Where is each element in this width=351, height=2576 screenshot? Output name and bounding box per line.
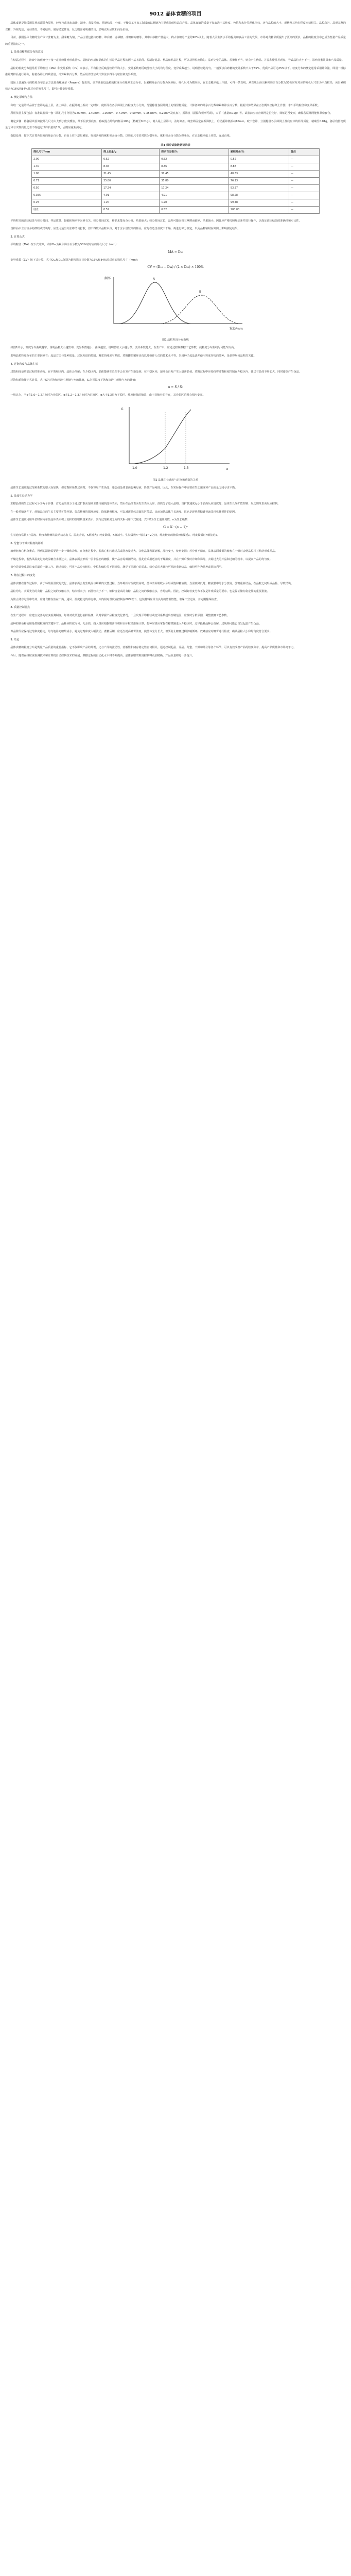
paragraph: 在一般煮糖条件下，蔗糖晶体的生长主要受扩散控制。提高糖膏的循环速度、降低糖膏粘度，可以减薄晶体表面的扩散层，从而加快晶体生长速度。这也是现代煮糖罐普遍采用机械搅拌的原因。 xyxy=(10,510,238,514)
table-cell: 99.48 xyxy=(229,199,289,206)
figure-axes xyxy=(129,407,230,464)
table-cell: 0.50 xyxy=(32,184,102,192)
paragraph: 晶粒均匀、表面光洁的食糖，晶粒之间的接触点少，结块倾向小；而晶粒大小不一、细粉含量高的食糖，晶粒之间的接触点多，容易结块。因此，控制好粒度分布不仅是外观质量的要求，也是保证储存稳定性的重要措施。 xyxy=(10,590,270,594)
curve-label: B xyxy=(199,290,202,294)
paragraph: 晶种的制备和使用是控制粒度的关键环节。晶种应粒度均匀、无杂质，投入量应根据糖膏体积和目标粒径准确计算。投种时机应掌握在糖浆刚进入介稳区时，过早投种晶种会溶解，过晚则可能已自发起晶产生伪晶。 xyxy=(10,622,262,625)
table-cell: 8.88 xyxy=(229,163,289,170)
formula: α = S / S₀ xyxy=(168,385,183,389)
x-tick-label: 1.0 xyxy=(132,466,137,470)
paragraph: 称取一定量的样品置于套筛的最上层，盖上筛盖，在振筛机上振动一定时间，使样品在各层筛网上按粒度大小分离。分别称量各层筛网上的残留物质量，计算各筛的筛余百分数和累积筛余百分数。根据计算结果在正态概率坐标纸上作图，求出平均粒径和变异系数。 xyxy=(10,104,321,107)
table-cell: — xyxy=(289,192,320,199)
section-heading: 6. 分蜜与干燥对粒度的影响 xyxy=(10,541,44,545)
paragraph: 生长速度常数K与温度、纯度和糖膏的流动状态有关。温度升高，K值增大；纯度降低，K值减小。生长级数n一般在1～2之间，纯度较高的糖浆n值接近1，纯度较低时n值接近2。 xyxy=(10,534,220,537)
section-heading: 8. 质量控制要点 xyxy=(10,606,30,609)
section-heading: 3. 计算公式 xyxy=(10,235,25,239)
table-row xyxy=(32,206,320,213)
paragraph: 平均粒径（MA）按下式计算，式中D₅₀为累积筛余百分数为50%时对应的筛孔尺寸（mm）： xyxy=(10,243,119,247)
figure-caption: 图2 晶体生长速度与过饱和系数的关系 xyxy=(153,479,198,482)
table-cell: 76.13 xyxy=(229,177,289,184)
section-heading: 5. 晶体生长动力学 xyxy=(10,494,33,498)
paragraph: 为防止储存过程中结块，应将食糖存放在干燥、通风、温度稳定的库房中，库内相对湿度宜控制在60%以下。包装材料应具有良好的防潮性能，堆垛不宜过高，并定期翻垛检查。 xyxy=(10,598,220,601)
table-cell: — xyxy=(289,184,320,192)
table-header-cell: 备注 xyxy=(289,148,320,156)
paragraph: 在结晶过程中，溶液中的蔗糖分子按一定规律排列形成晶体。晶核的形成和晶体的生长是结晶过程的两个基本阶段。控制好起晶、整晶和养晶过程，可以获得粒度均匀、晶形完整的晶体。若操作不当，则会产生伪晶、并晶和聚晶等现象，导致晶粒大小不一，影响分蜜效果和产品质量。 xyxy=(10,58,344,62)
formula: CV = (D₁₆ − D₈₄) / (2 × D₅₀) × 100% xyxy=(147,265,204,269)
paragraph: 晶体生长速度随过饱和系数的增大而加快，但过饱和系数过高时，不仅容易产生伪晶，还会使晶体表面包裹母液，降低产品纯度。因此，在实际操作中需要在生长速度和产品质量之间寻求平衡。 xyxy=(10,486,238,490)
table-cell: 0.52 xyxy=(101,156,159,163)
table-cell: 31.45 xyxy=(101,170,159,177)
x-axis-label: α xyxy=(226,467,228,471)
table-header-cell: 筛余百分数/% xyxy=(160,148,229,156)
growth-curve xyxy=(134,410,191,464)
paragraph: 晶体食糖是指采用甘蔗或甜菜为原料，经压榨或渗出取汁、清净、蒸发浓缩、煮糖结晶、分蜜、干燥等工序加工制成的以蔗糖为主要成分的结晶体产品。晶体食糖的质量不仅取决于其纯度、色值和水分等理化指标，还与晶粒的大小、形状及其均匀程度密切相关。晶粒均匀、晶形完整的食糖，外观光洁，流动性好，不易结块，储存稳定性高；反之则容易吸潮结块，影响食用品质和商品价值。 xyxy=(5,22,346,31)
curve-narrow xyxy=(119,282,191,324)
table-cell: 0.52 xyxy=(101,206,159,213)
paragraph: 变异系数（CV）按下式计算，式中D₁₆和D₈₄分别为累积筛余百分数为16%和84%时对应的筛孔尺寸（mm）： xyxy=(10,258,140,262)
x-tick-label: 1.2 xyxy=(163,466,168,470)
table-cell: 17.24 xyxy=(160,184,229,192)
paragraph: 糖膏经离心机分蜜后，得到的湿糖需要进一步干燥和冷却。在分蜜过程中，若离心机转速过高或洗水量过大，会使晶体表面溶解，晶粒变小，棱角变圆；若分蜜不彻底，晶体表面残留的糖蜜在干燥时会使晶粒相互粘结形成并晶。 xyxy=(10,550,278,553)
table-cell: 4.91 xyxy=(160,192,229,199)
page-title: 9012 晶体食糖的项目 xyxy=(149,11,202,17)
table-cell: 4.91 xyxy=(101,192,159,199)
section-heading: 1. 晶体食糖粒度分布的意义 xyxy=(10,50,44,54)
table-cell: 0.25 xyxy=(32,199,102,206)
curve-wide xyxy=(160,295,240,324)
paragraph: 晶体生长速度可用单位时间内单位晶体表面积上沉积的蔗糖质量来表示，其与过饱和度之间的关系可用下式描述，式中K为生长速度常数，n为生长级数： xyxy=(10,518,190,522)
table-cell: 1.20 xyxy=(160,199,229,206)
distribution-figure xyxy=(98,272,253,334)
table-cell: 0.355 xyxy=(32,192,102,199)
table-cell: — xyxy=(289,206,320,213)
table-row xyxy=(32,199,320,206)
table-cell: 17.24 xyxy=(101,184,159,192)
paragraph: 养晶阶段应保持过饱和度稳定，均匀地补充糖浆或水，避免过饱和度大幅波动。煮糖后期，应适当提高糖膏浓度，使晶体充分长大，但要防止糖膏过稠影响循环。放罐前应对糖膏进行检查，确认晶粒大小和均匀度符合要求。 xyxy=(10,630,272,634)
table-header-cell: 累积筛余/% xyxy=(229,148,289,156)
paragraph: 在生产过程中，应建立完善的粒度检测制度，每班对成品进行抽样检测，及时掌握产品粒度变化情况。一旦发现平均粒径或变异系数超出控制范围，应及时分析原因，调整煮糖工艺参数。 xyxy=(10,614,230,617)
figure-caption: 图1 晶粒粒度分布曲线 xyxy=(162,338,189,342)
table-cell: 8.36 xyxy=(160,163,229,170)
table-row xyxy=(32,177,320,184)
paragraph: 测定步骤：将各层试验筛按筛孔尺寸由大到小依次叠放，最下层放置底盘。称取混合均匀的样品100g（精确至0.01g），倒入最上层筛中，盖好筛盖。将套筛固定在振筛机上，启动振筛机振动10min。取下套筛，分别称量各层筛网上及底盘中的样品质量，精确至0.01g。各层残留物质量之和与试样质量之差不得超过试样质量的1%，否则应重新测定。 xyxy=(5,120,346,130)
paragraph: 一般认为，当α在1.0～1.2之间时为介稳区，α在1.2～1.3之间时为过渡区，α大于1.3时为不稳区。纯度较低的糖浆，由于非糖分的存在，其介稳区范围会相应变宽。 xyxy=(10,394,205,397)
table-cell: — xyxy=(289,177,320,184)
paragraph: 如图1所示，粒度分布曲线越窄，说明晶粒大小越集中，变异系数越小；曲线越宽，说明晶粒大小越分散，变异系数越大。在生产中，应通过控制煮糖工艺参数，使粒度分布曲线尽可能窄而高。 xyxy=(10,346,237,350)
paragraph: 晶体食糖在储存过程中，由于环境温湿度的变化，晶体表面会发生吸湿与解吸的交替过程。当环境相对湿度较高时，晶体表面吸收水分形成饱和糖液膜；当湿度降低时，糖液膜中的水分蒸发，蔗糖重新结晶，在晶粒之间形成晶桥，导致结块。 xyxy=(10,582,294,585)
table-cell: 0.71 xyxy=(32,177,102,184)
table-caption: 表1 筛分试验数据记录表 xyxy=(161,143,190,147)
table-row xyxy=(32,163,320,170)
paragraph: 所用仪器主要包括：标准试验筛一套（筛孔尺寸分别为2.00mm、1.40mm、1.00mm、0.71mm、0.50mm、0.355mm、0.25mm及底盘），振筛机（振幅和频率可调），天平（感量0.01g）等。试验前应检查筛网是否完好，筛框是否变形，确保各层筛网能够紧密套合。 xyxy=(10,112,333,115)
table-cell: 1.40 xyxy=(32,163,102,170)
paragraph: 干燥过程中，若热风温度过高或湿糖含水量过大，晶体表面会形成一层非晶态的糖膜，使产品容易吸潮结块。因此应采用适宜的干燥温度，并在干燥后及时冷却和筛分，去除过大的并晶和过细的粉末，以提高产品的均匀度。 xyxy=(10,557,272,561)
paragraph: 平均粒径的测定结果与筛分时间、样品质量、振幅和频率等因素有关。筛分时间过短，样品未能充分分离，结果偏大；筛分时间过长，晶粒可能因相互摩擦而破碎，结果偏小。因此应严格按照规定条件进行操作，以保证测定结果的准确性和可比性。 xyxy=(10,219,302,223)
table-row xyxy=(32,184,320,192)
paragraph: 过饱和度是结晶过程的推动力。在不饱和区内，晶体会溶解；在介稳区内，晶体能够生长但不会自发产生新晶核；在不稳区内，溶液会自发产生大量新晶核。煮糖过程中应始终将过饱和度控制在介稳区内，使已有晶体不断长大，同时避免产生伪晶。 xyxy=(10,370,302,374)
paragraph: 过饱和系数按下式计算，式中S为过饱和溶液中蔗糖与水的比值，S₀为同温度下饱和溶液中蔗糖与水的比值： xyxy=(10,378,138,382)
table-cell: — xyxy=(289,163,320,170)
table-row xyxy=(32,192,320,199)
section-heading: 7. 储存过程中的变化 xyxy=(10,573,36,577)
table-header-row xyxy=(32,148,320,156)
data-table xyxy=(31,142,320,214)
x-tick-label: 1.3 xyxy=(184,466,189,470)
table-cell: 1.20 xyxy=(101,199,159,206)
curve-label: A xyxy=(153,277,155,281)
table-cell: 31.45 xyxy=(160,170,229,177)
section-heading: 2. 测定原理与方法 xyxy=(10,95,33,99)
table-cell: 35.80 xyxy=(160,177,229,184)
y-axis-label: G xyxy=(121,408,124,412)
table-cell: 40.33 xyxy=(229,170,289,177)
table-cell: 93.37 xyxy=(229,184,289,192)
section-heading: 9. 结论 xyxy=(10,638,20,641)
y-axis-label: 频率 xyxy=(104,277,111,281)
table-cell: 0.52 xyxy=(229,156,289,163)
table-cell: 98.28 xyxy=(229,192,289,199)
table-cell: 0.52 xyxy=(160,206,229,213)
paragraph: 今后，随着在线粒度检测技术和计算机自动控制技术的发展，煮糖过程的自动化水平将不断提高，晶体食糖的粒度控制将更加精确，产品质量将进一步提升。 xyxy=(10,654,195,657)
table-cell: — xyxy=(289,199,320,206)
table-row xyxy=(32,170,320,177)
paragraph: 蔗糖晶体的生长过程可分为两个步骤：首先是溶质分子通过扩散从溶液主体传递到晶体表面，然后在晶体表面发生表面反应，溶质分子进入晶格。当扩散速度远小于表面反应速度时，晶体生长受扩散控制；反之则受表面反应控制。 xyxy=(10,502,280,506)
paragraph: 晶体食糖的粒度分布是衡量产品质量的重要指标，它不仅影响产品的外观，还与产品的流动性、溶解性和储存稳定性密切相关。通过控制起晶、养晶、分蜜、干燥和筛分等各个环节，可以有效改善产品的粒度分布，提高产品质量和市场竞争力。 xyxy=(10,646,296,650)
x-axis-label: 粒径/mm xyxy=(230,327,243,331)
paragraph: 目前，我国晶体食糖的生产以甘蔗糖为主，甜菜糖为辅，产品主要包括白砂糖、绵白糖、赤砂糖、冰糖和方糖等。其中白砂糖产量最大，约占食糖总产量的90%以上。随着人民生活水平的提高和食品工业的发展，市场对食糖品质提出了更高的要求，晶粒的粒度分布已成为衡量产品质量的重要指标之一。 xyxy=(5,36,346,46)
table-cell: 2.00 xyxy=(32,156,102,163)
document-body xyxy=(5,20,346,659)
table-cell: — xyxy=(289,170,320,177)
paragraph: 筛分是调整成品粒度的最后一道工序。通过筛分，可将产品分为粗粒、中粒和细粒等不同规格，满足不同用户的需求。筛分后的大颗粒可回溶重新结晶，细粉可作为晶种或回溶利用。 xyxy=(10,566,224,569)
paragraph: 影响晶粒粒度分布的主要因素有：起晶方法与晶种质量、过饱和度的控制、糖浆的纯度与粘度、煮糖罐的循环状况以及操作人员的技术水平等。采用种子起晶法并使用粒度均匀的晶种，是获得均匀晶粒的关键。 xyxy=(10,354,256,358)
table-cell: 35.80 xyxy=(101,177,159,184)
table-header-cell: 筛上质量/g xyxy=(101,148,159,156)
paragraph: 国际上普遍采用的粒度分布表示方法是由鲍威尔（Powers）提出的，该方法假设晶粒的粒度分布服从正态分布，以累积筛余百分数为纵坐标、筛孔尺寸为横坐标，在正态概率纸上作图，可得一条直线。从直线上读出累积筛余百分数为50%时所对应的筛孔尺寸即为平均粒径，读出累积筛余为16%和84%时对应的筛孔尺寸，即可计算变异系数。 xyxy=(5,81,346,91)
paragraph: 数据处理：按下式计算各层筛的筛余百分数，再由上往下逐层累加，得到各筛的累积筛余百分数。以筛孔尺寸的对数为横坐标、累积筛余百分数为纵坐标，在正态概率纸上作图，连成直线。 xyxy=(10,134,232,138)
table-row xyxy=(32,156,320,163)
table-cell: 100.00 xyxy=(229,206,289,213)
table-cell: 0.52 xyxy=(160,156,229,163)
formula: MA = D₅₀ xyxy=(168,250,183,254)
table-cell: — xyxy=(289,156,320,163)
figure-axes xyxy=(114,277,242,324)
section-heading: 4. 过饱和度与晶体生长 xyxy=(10,362,38,366)
paragraph: 当样品中含有较多的细粉或结块时，应先用适当方法将结块打散，但不得破坏晶粒本身。对于含水量较高的样品，应先在适当温度下干燥，再进行筛分测定，以免晶粒粘附在筛网上影响测定结果。 xyxy=(10,227,240,231)
table-header-cell: 筛孔尺寸/mm xyxy=(32,148,102,156)
paragraph: 晶粒的粒度分布通常用平均粒径（MA）和变异系数（CV）来表示。平均粒径反映晶粒的平均大小，变异系数则反映晶粒大小的均匀程度。变异系数越小，说明晶粒越均匀。一般要求白砂糖的变异系数不大于35%，优质产品可达25%以下。粒度分布的测定通常采用筛分法，即用一组标准筛对样品进行筛分，称量各筛上的残留量，计算累积百分数，然后用作图法或计算法求得平均粒径和变异系数。 xyxy=(5,66,346,77)
formula: G = K · (α − 1)ⁿ xyxy=(163,526,188,529)
growth-rate-figure xyxy=(114,402,237,474)
table-cell: 1.00 xyxy=(32,170,102,177)
table-cell: 8.36 xyxy=(101,163,159,170)
table-cell: 底盘 xyxy=(32,206,102,213)
